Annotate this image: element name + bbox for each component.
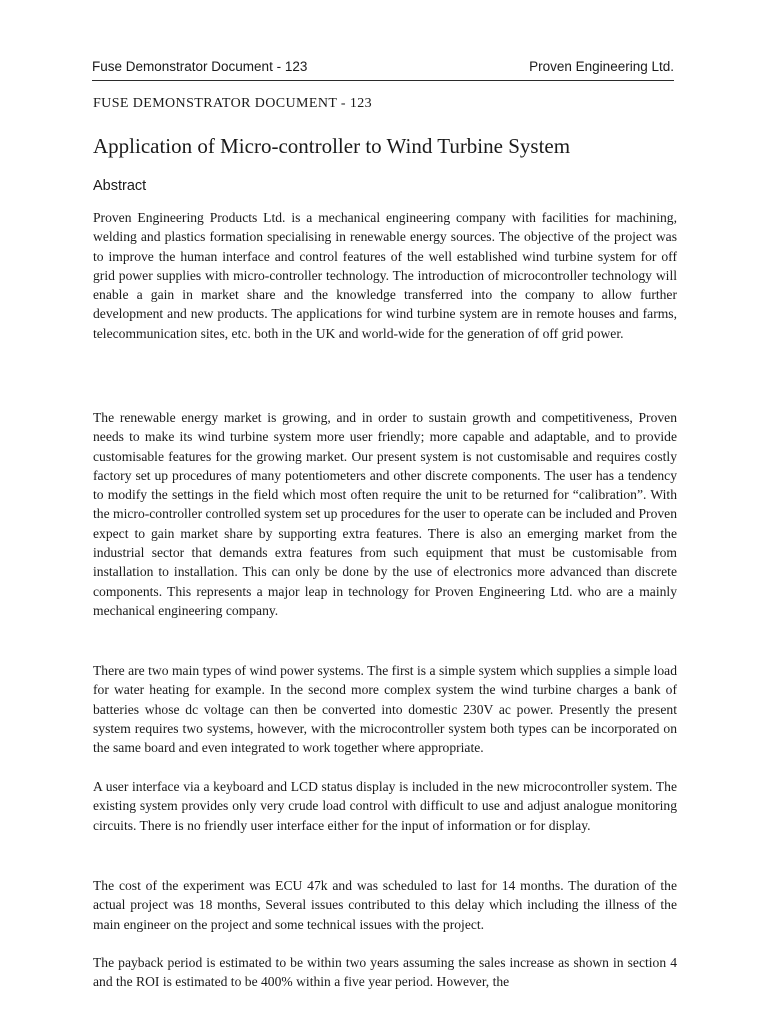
paragraph-payback: The payback period is estimated to be within two years assuming the sales increase as shown in section 4 and the ROI is estimated to be 400% within a five year period. However, the — [93, 955, 677, 990]
paragraph-company-overview: Proven Engineering Products Ltd. is a mechanical engineering company with facilities for machining, welding and plastics formation specialising in renewable energy sources. The objective of the project was to improve the human interface and control features of the well established wind turbine system for off grid power supplies with micro-controller technology. The introduction of microcontroller technology will enable a gain in market share and the knowledge transferred into the company to allow further development and new products. The applications for wind turbine system are in remote houses and farms, telecommunication sites, etc. both in the UK and world-wide for the generation of off grid power. — [93, 210, 677, 341]
paragraph-project-cost: The cost of the experiment was ECU 47k and was scheduled to last for 14 months. The duration of the actual project was 18 months, Several issues contributed to this delay which including the illness of the main engineer on the project and some technical issues with the project. — [93, 878, 677, 932]
section-heading-abstract: Abstract — [93, 178, 147, 194]
paragraph-system-types: There are two main types of wind power systems. The first is a simple system which supplies a simple load for water heating for example. In the second more complex system the wind turbine charges a bank of batteries whose dc voltage can then be converted into domestic 230V ac power. Presently the present system requires two systems, however, with the microcontroller system both types can be incorporated on the same board and even integrated to work together where appropriate. — [93, 663, 677, 756]
header-document-name: Fuse Demonstrator Document - 123 — [92, 59, 308, 74]
header-company-name: Proven Engineering Ltd. — [529, 59, 674, 74]
document-label: FUSE DEMONSTRATOR DOCUMENT - 123 — [93, 96, 373, 111]
paragraph-market-need: The renewable energy market is growing, and in order to sustain growth and competitiveness, Proven needs to make its wind turbine system more user friendly; more capable and adaptable, and to provide customisable features for the growing market. Our present system is not customisable and requires costly factory set up procedures of many potentiometers and other discrete components. The user has a tendency to modify the settings in the field which most often require the unit to be returned for “calibration”. With the micro-controller controlled system set up procedures for the user to operate can be included and Proven expect to gain market share by supporting extra features. There is also an emerging market from the industrial sector that demands extra features from such equipment that must be customisable from installation to installation. This can only be done by the use of electronics more advanced than discrete components. This represents a major leap in technology for Proven Engineering Ltd. who are a mainly mechanical engineering company. — [93, 410, 677, 618]
running-header — [92, 58, 674, 81]
document-title: Application of Micro-controller to Wind Turbine System — [93, 134, 571, 158]
paragraph-user-interface: A user interface via a keyboard and LCD status display is included in the new microcontroller system. The existing system provides only very crude load control with difficult to use and adjust analogue monitoring circuits. There is no friendly user interface either for the input of information or for display. — [93, 779, 677, 833]
